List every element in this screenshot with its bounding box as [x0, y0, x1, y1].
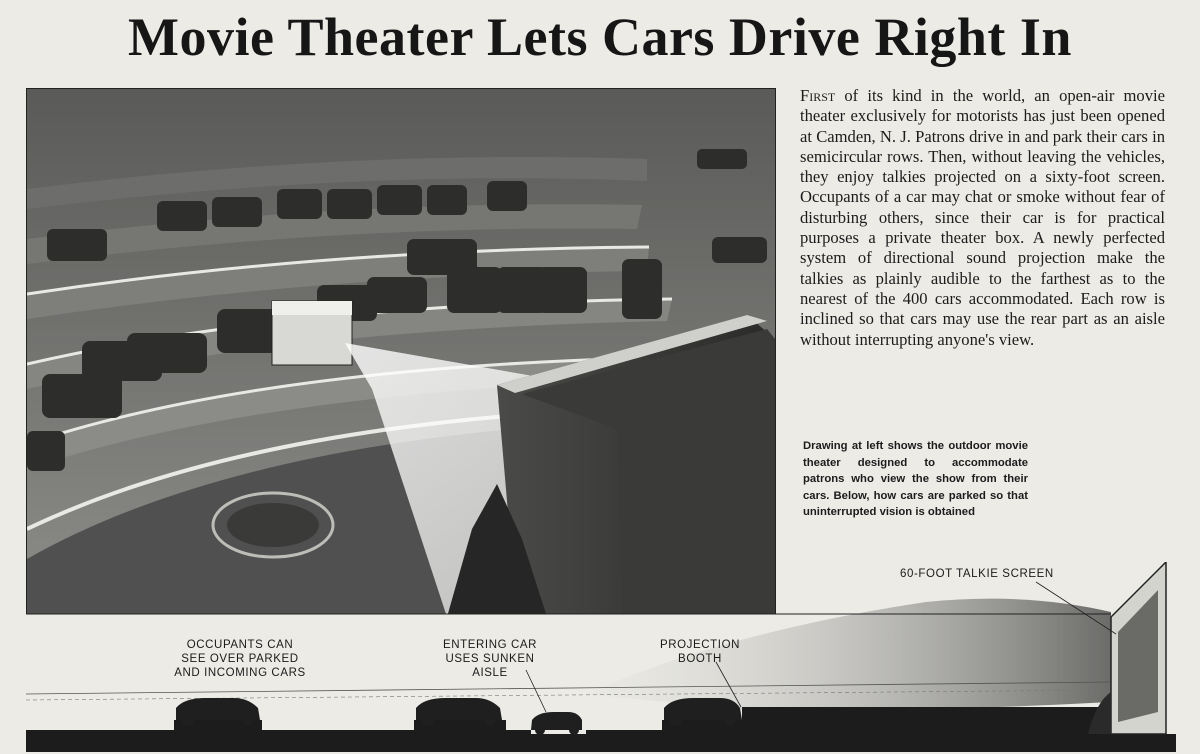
- entering-label-line-3: AISLE: [472, 667, 508, 679]
- entering-label-line-1: ENTERING CAR: [442, 639, 538, 651]
- headline: Movie Theater Lets Cars Drive Right In: [128, 7, 1072, 67]
- occupants-label-line-2: SEE OVER PARKED: [181, 653, 299, 665]
- occupants-label-line-1: OCCUPANTS CAN: [186, 639, 294, 651]
- booth-label-line-2: BOOTH: [678, 653, 722, 665]
- booth-label-line-1: PROJECTION: [659, 639, 741, 651]
- projection-booth-label: [640, 638, 760, 666]
- drive-in-aerial-illustration: [26, 88, 776, 618]
- occupants-label-line-3: AND INCOMING CARS: [174, 667, 306, 679]
- occupants-label: [150, 638, 330, 680]
- article-lead: First: [800, 86, 836, 105]
- screen-label: 60-FOOT TALKIE SCREEN: [900, 568, 1054, 580]
- entering-car-label: [420, 638, 560, 680]
- illustration-caption: Drawing at left shows the outdoor movie theater designed to accommodate patrons who view the show from their cars. Below, how cars are parked so that uninterrupted vision is obtained: [803, 440, 1028, 519]
- entering-label-line-2: USES SUNKEN: [445, 653, 535, 665]
- article-text: of its kind in the world, an open-air movie theater exclusively for motorists has just been opened at Camden, N. J. Patrons drive in and park their cars in semicircular rows. Then, without leaving the vehicles, they enjoy talkies projected on a sixty-foot screen. Occupants of a car may chat or smoke without fear of disturbing others, since their car is for practical purposes a private theater box. A newly perfected system of directional sound projection make the talkies as plainly audible to the farthest as to the nearest of the 400 cars accommodated. Each row is inclined so that cars may use the rear part as an aisle without interrupting anyone's view.: [800, 86, 1165, 349]
- article-body: [800, 86, 1165, 350]
